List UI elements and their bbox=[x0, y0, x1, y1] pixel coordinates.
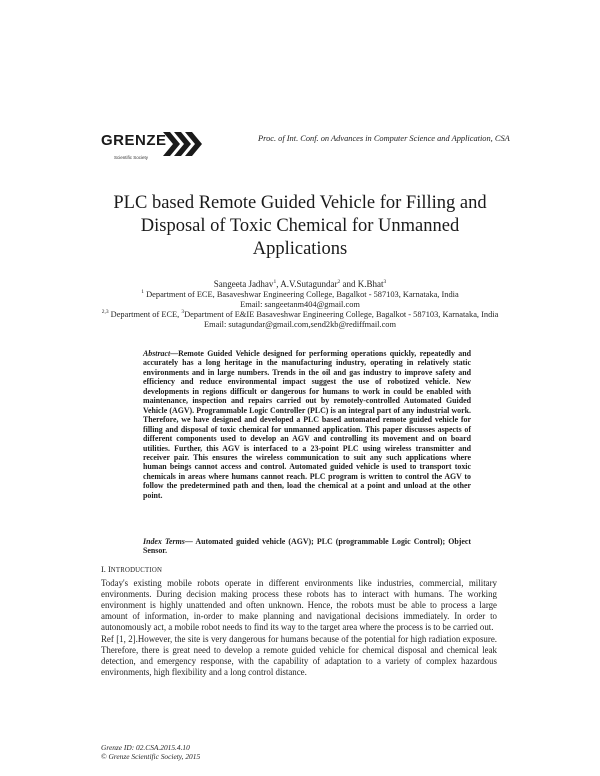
email-1: Email: sangeetanm404@gmail.com bbox=[240, 300, 360, 309]
title-line-2: Disposal of Toxic Chemical for Unmanned bbox=[140, 216, 460, 236]
paragraph-1: Today's existing mobile robots operate in different environments like industries, commercial, military environments. During decision making process these robots has to interact with humans. The working environment is highly unattended and often unknown. Hence, the robots must be able to process a large amount of information, in-order to make planning and navigational decisions immediately. In order to autonomously act, a mobile robot needs to find its way to the target area where the process is to be carried out. bbox=[101, 578, 497, 632]
author-3-sup: 3 bbox=[383, 279, 387, 285]
section-heading bbox=[101, 565, 162, 574]
logo-word: GRENZE bbox=[101, 132, 167, 149]
title-line-3: Applications bbox=[252, 239, 348, 259]
index-terms bbox=[143, 537, 471, 556]
paper-title bbox=[60, 192, 540, 261]
paragraph-2: Ref [1, 2].However, the site is very dangerous for humans because of the potential for high radiation exposure. Therefore, there is great need to develop a remote guided vehicle for chemical disposal and chemical leak detection, and emergency response, with the capability of adaptation to a variety of complex hazardous environments, high flexibility and a long control distance. bbox=[101, 634, 497, 677]
affil-2b-text: Department of E&IE Basaveshwar Engineering College, Bagalkot - 587103, Karnataka, India bbox=[184, 310, 499, 319]
index-terms-label: Index Terms bbox=[143, 537, 185, 546]
affil-2a-text: Department of ECE, bbox=[108, 310, 182, 319]
abstract-text: —Remote Guided Vehicle designed for performing operations quickly, repeatedly and accurately has a long heritage in the manufacturing industry, operating in relatively static environments and in large numbers. Trends in the oil and gas industry to improve safety and efficiency and reduce environmental impact suggest the use of robotized vehicle. New developments in regions difficult or dangerous for humans to work in could be enabled with maintenance, inspection and repairs carried out by remotely-controlled Automated Guided Vehicle (AGV). Programmable Logic Controller (PLC) is an integral part of any industrial work. Therefore, we have designed and developed a PLC based automated remote guided vehicle for filling and disposal of toxic chemical for unmanned application. This paper discusses aspects of different components used to develop an AGV and controlling its movement and on board utilities. Further, this AGV is interfaced to a 23-point PLC using wireless transmitter and receiver pair. This ensures the wireless communication to suit any such applications where human beings cannot access and control. Automated guided vehicle is used to transport toxic chemicals in areas where humans cannot reach. PLC program is written to control the AGV to follow the predetermined path and then, load the chemical at a point and unload at the other point. bbox=[143, 349, 471, 500]
author-names bbox=[60, 279, 540, 289]
footer bbox=[101, 743, 200, 761]
title-line-1: PLC based Remote Guided Vehicle for Filling and bbox=[113, 193, 487, 213]
affil-2-sup: 2,3 bbox=[101, 309, 109, 316]
affil-2b-sup: 3 bbox=[181, 309, 185, 316]
author-3: and K.Bhat bbox=[342, 279, 384, 289]
grenze-id: Grenze ID: 02.CSA.2015.4.10 bbox=[101, 743, 190, 752]
proceedings-header: Proc. of Int. Conf. on Advances in Computer Science and Application, CSA bbox=[258, 134, 510, 143]
affil-1-text: Department of ECE, Basaveshwar Engineering College, Bagalkot - 587103, Karnataka, India bbox=[144, 290, 459, 299]
copyright: © Grenze Scientific Society, 2015 bbox=[101, 752, 201, 761]
section-number: I. I bbox=[101, 565, 111, 574]
author-1-sup: 1 bbox=[273, 279, 277, 285]
author-2: , A.V.Sutagundar bbox=[276, 279, 338, 289]
author-1: Sangeeta Jadhav bbox=[213, 279, 274, 289]
author-block bbox=[60, 279, 540, 330]
affiliation-1 bbox=[60, 290, 540, 300]
affiliation-2 bbox=[60, 310, 540, 320]
grenze-logo bbox=[101, 129, 213, 169]
logo-tagline: Scientific Society bbox=[114, 155, 149, 160]
index-terms-text: — Automated guided vehicle (AGV); PLC (programmable Logic Control); Object Sensor. bbox=[143, 537, 471, 556]
email-2: Email: sutagundar@gmail.com,send2kb@rediffmail.com bbox=[203, 320, 397, 329]
abstract-label: Abstract bbox=[143, 349, 171, 358]
chevron-arrows-icon bbox=[163, 129, 213, 159]
affil-1-sup: 1 bbox=[141, 289, 145, 296]
section-title: NTRODUCTION bbox=[110, 567, 163, 574]
abstract bbox=[143, 349, 471, 500]
author-2-sup: 2 bbox=[337, 279, 341, 285]
